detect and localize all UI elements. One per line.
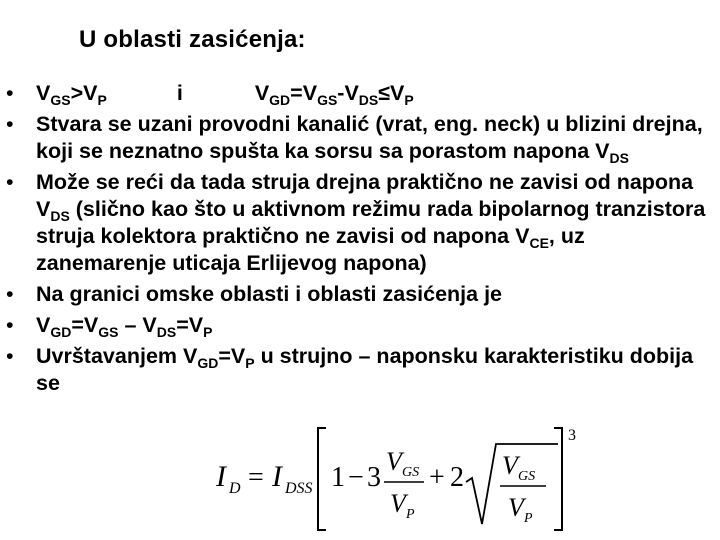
bullet-boundary: • Na granici omske oblasti i oblasti zasićenja je <box>0 281 715 308</box>
formula-coef: I <box>272 460 282 493</box>
bullet-condition: • $V_{GS}>V_P$ i $V_{GD}=V_{GS}-V_{DS}\le V_P$ <box>0 80 715 107</box>
formula-plus: + <box>429 462 445 493</box>
fraction-numerator: V <box>386 447 402 476</box>
fraction-numerator-sub: GS <box>402 465 420 480</box>
drain-current-formula <box>210 420 605 536</box>
radical-denominator-sub: P <box>524 511 533 526</box>
formula-one: 1 <box>331 462 345 493</box>
formula-three: 3 <box>367 462 381 493</box>
fraction-denominator-sub: P <box>406 507 415 522</box>
radical-denominator: V <box>508 493 524 522</box>
bullet-substitution: • Uvrštavanjem $V_{GD}=V_P$ u strujno – naponsku karakteristiku dobija se <box>0 343 715 397</box>
formula-graphic <box>210 420 605 536</box>
formula-equals: = <box>248 462 264 493</box>
bullet-boundary-equation: • $V_{GD}=V_{GS} - V_{DS}=V_P$ <box>0 312 715 339</box>
bullet-channel-neck: • Stvara se uzani provodni kanalić (vrat, eng. neck) u blizini drejna, koji se neznatno spušta ka sorsu sa porastom napona $V_{DS}$ <box>0 111 715 165</box>
bullet-list <box>0 80 715 401</box>
formula-lhs: I <box>216 460 226 493</box>
formula-exponent: 3 <box>568 427 576 444</box>
formula-two: 2 <box>450 462 464 493</box>
formula-lhs-sub: D <box>229 480 241 497</box>
radical-numerator: V <box>502 451 518 480</box>
fraction-denominator: V <box>390 489 406 518</box>
left-bracket <box>318 428 326 530</box>
conjunction-text: i <box>176 81 183 105</box>
slide-title: U oblasti zasićenja: <box>79 26 306 53</box>
bullet-drain-current: • Može se reći da tada struja drejna praktično ne zavisi od napona $V_{DS}$ (slično kao što u aktivnom režimu rada bipolarnog tranzistora struja kolektora praktično ne zavisi od napona $V_{CE}$, uz zanemarenje uticaja Erlijevog napona) <box>0 169 715 277</box>
formula-coef-sub: DSS <box>285 480 313 497</box>
radical-numerator-sub: GS <box>518 469 536 484</box>
formula-minus: − <box>348 462 364 493</box>
